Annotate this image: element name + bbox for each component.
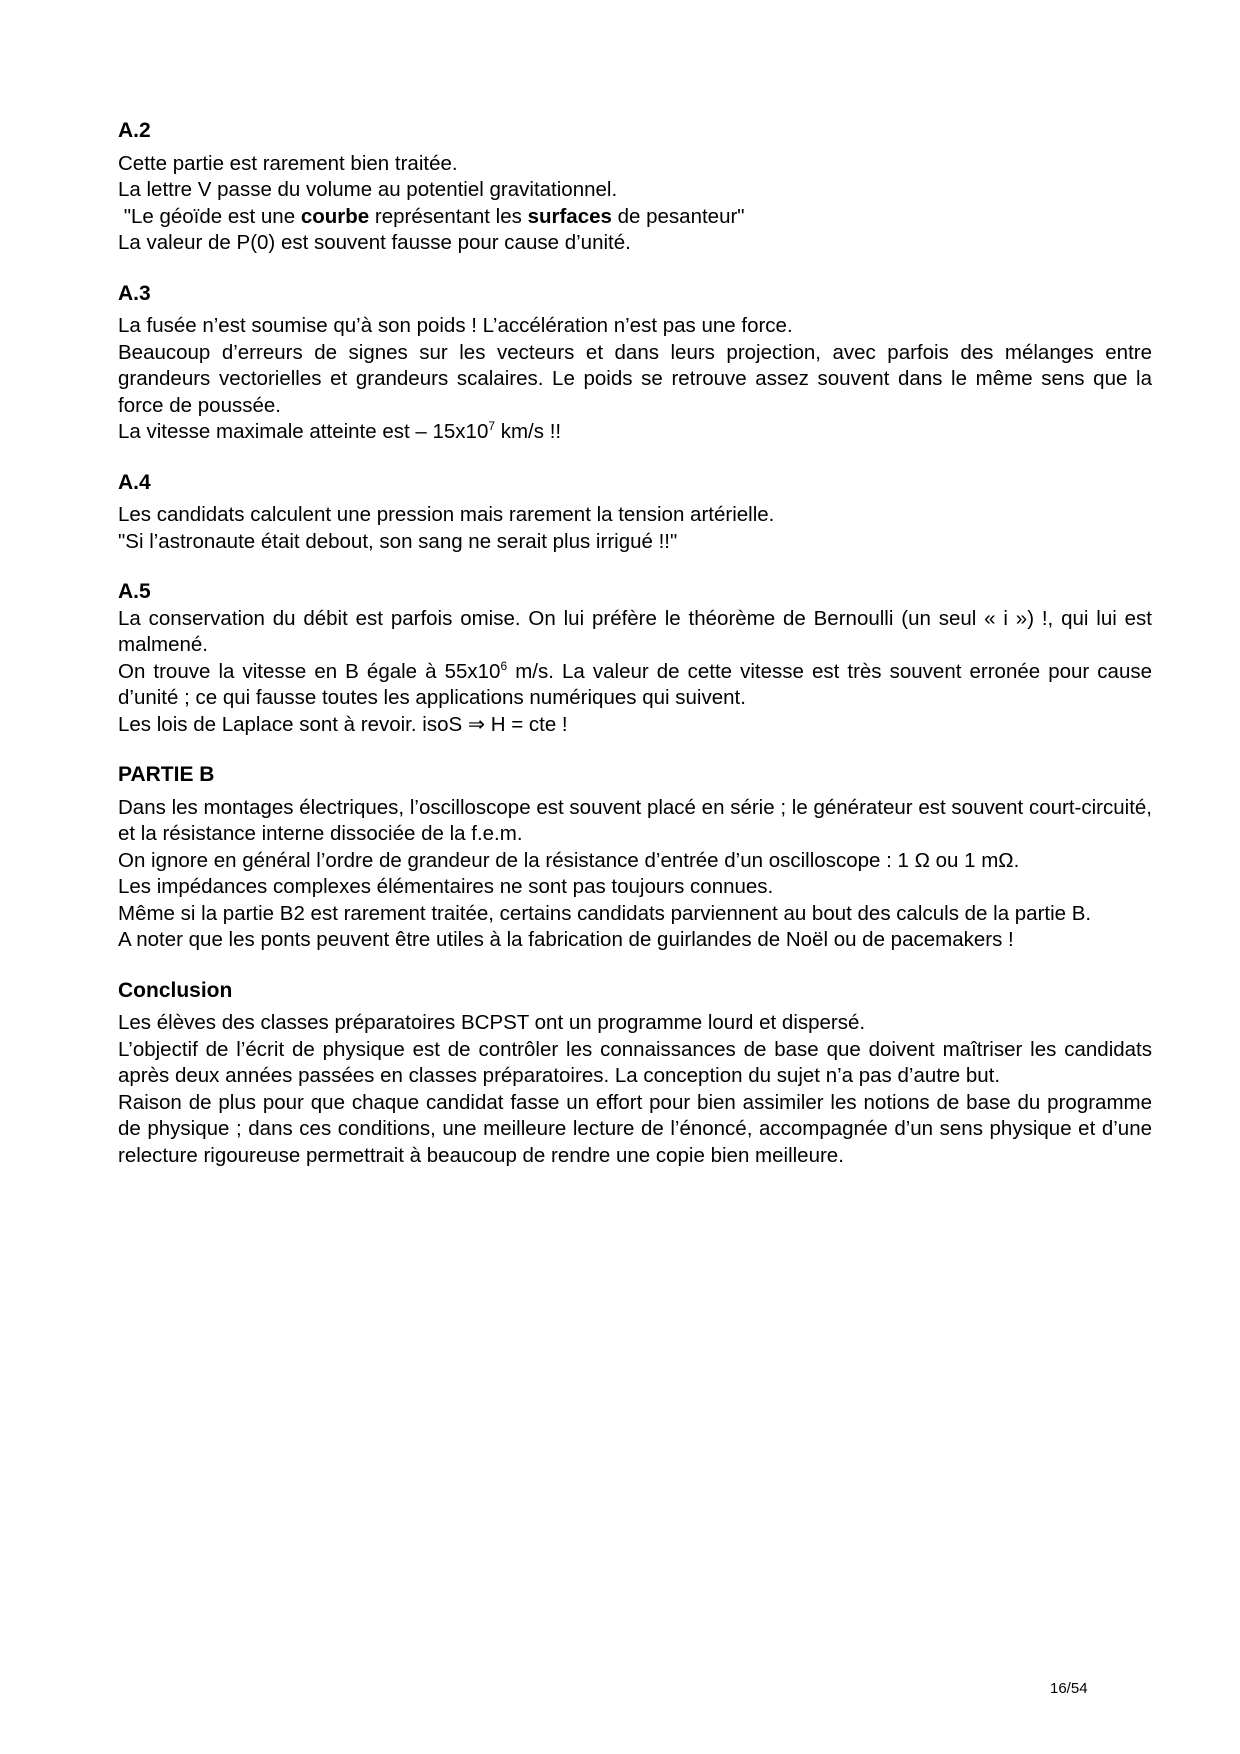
section-heading-a5: A.5 [118, 580, 151, 603]
text-line: On ignore en général l’ordre de grandeur de la résistance d’entrée d’un oscilloscope : 1 Ω ou 1 mΩ. [118, 848, 1020, 872]
text-line [118, 204, 1152, 231]
text-line: Les impédances complexes élémentaires ne sont pas toujours connues. [118, 875, 774, 898]
text-paragraph: Même si la partie B2 est rarement traitée, certains candidats parviennent au bout des calculs de la partie B. [118, 901, 1092, 925]
text-line: Cette partie est rarement bien traitée. [118, 151, 458, 175]
text-paragraph: L’objectif de l’écrit de physique est de contrôler les connaissances de base que doivent maîtriser les candidats après deux années passées en classes préparatoires. La conception du sujet n’a pas d’autre but. [118, 1037, 1152, 1087]
text-line: La valeur de P(0) est souvent fausse pour cause d’unité. [118, 231, 631, 254]
text-paragraph: Raison de plus pour que chaque candidat fasse un effort pour bien assimiler les notions de base du programme de physique ; dans ces conditions, une meilleure lecture de l’énoncé, accompagnée d’un sens physique et d’une relecture rigoureuse permettrait à beaucoup de rendre une copie bien meilleure. [118, 1090, 1152, 1167]
section-a5 [118, 579, 1152, 738]
text-paragraph [118, 659, 1152, 712]
text-line: La fusée n’est soumise qu’à son poids ! L’accélération n’est pas une force. [118, 314, 793, 337]
section-partie-b [118, 762, 1152, 954]
bold-text: surfaces [527, 204, 612, 228]
text-paragraph: La conservation du débit est parfois omise. On lui préfère le théorème de Bernoulli (un seul « i ») !, qui lui est malmené. [118, 606, 1152, 656]
spacer [118, 954, 1152, 978]
exponent: 6 [500, 658, 508, 673]
section-a4 [118, 470, 1152, 556]
text-line: Les lois de Laplace sont à revoir. isoS ⇒ H = cte ! [118, 712, 568, 736]
section-heading-conclusion: Conclusion [118, 978, 233, 1002]
section-heading-a4: A.4 [118, 470, 151, 494]
section-heading-a2: A.2 [118, 119, 151, 142]
text-run: représentant les [369, 204, 528, 228]
page-content [118, 118, 1152, 1169]
text-run: m/s. La valeur de cette vitesse est très souvent erronée pour cause d’unité ; ce qui fausse toutes les applications numériques qui suivent. [118, 659, 1152, 709]
spacer [118, 257, 1152, 281]
text-run: On trouve la vitesse en B égale à 55x10 [118, 659, 501, 683]
section-heading-partie-b: PARTIE B [118, 763, 215, 786]
text-run: km/s !! [495, 420, 562, 443]
section-a3 [118, 281, 1152, 446]
section-heading-a3: A.3 [118, 281, 151, 305]
text-line: Les candidats calculent une pression mais rarement la tension artérielle. [118, 503, 775, 526]
spacer [118, 446, 1152, 470]
text-run: "Le géoïde est une [118, 204, 301, 228]
page-number: 16/54 [1050, 1680, 1088, 1697]
text-line: Les élèves des classes préparatoires BCPST ont un programme lourd et dispersé. [118, 1011, 866, 1034]
text-paragraph: Dans les montages électriques, l’oscilloscope est souvent placé en série ; le générateur est souvent court-circuité, et la résistance interne dissociée de la f.e.m. [118, 795, 1152, 845]
text-paragraph: Beaucoup d’erreurs de signes sur les vecteurs et dans leurs projection, avec parfois des mélanges entre grandeurs vectorielles et grandeurs scalaires. Le poids se retrouve assez souvent dans le même sens que la force de poussée. [118, 340, 1152, 417]
text-run: La vitesse maximale atteinte est – 15x10 [118, 420, 489, 443]
text-line: "Si l’astronaute était debout, son sang ne serait plus irrigué !!" [118, 529, 678, 553]
spacer [118, 738, 1152, 762]
text-line: A noter que les ponts peuvent être utiles à la fabrication de guirlandes de Noël ou de pacemakers ! [118, 928, 1014, 951]
bold-text: courbe [300, 204, 370, 228]
section-a2 [118, 118, 1152, 257]
text-run: de pesanteur" [611, 204, 745, 228]
text-line: La lettre V passe du volume au potentiel gravitationnel. [118, 178, 618, 201]
text-line [118, 419, 1152, 446]
section-conclusion [118, 978, 1152, 1170]
exponent: 7 [488, 419, 496, 433]
spacer [118, 555, 1152, 579]
